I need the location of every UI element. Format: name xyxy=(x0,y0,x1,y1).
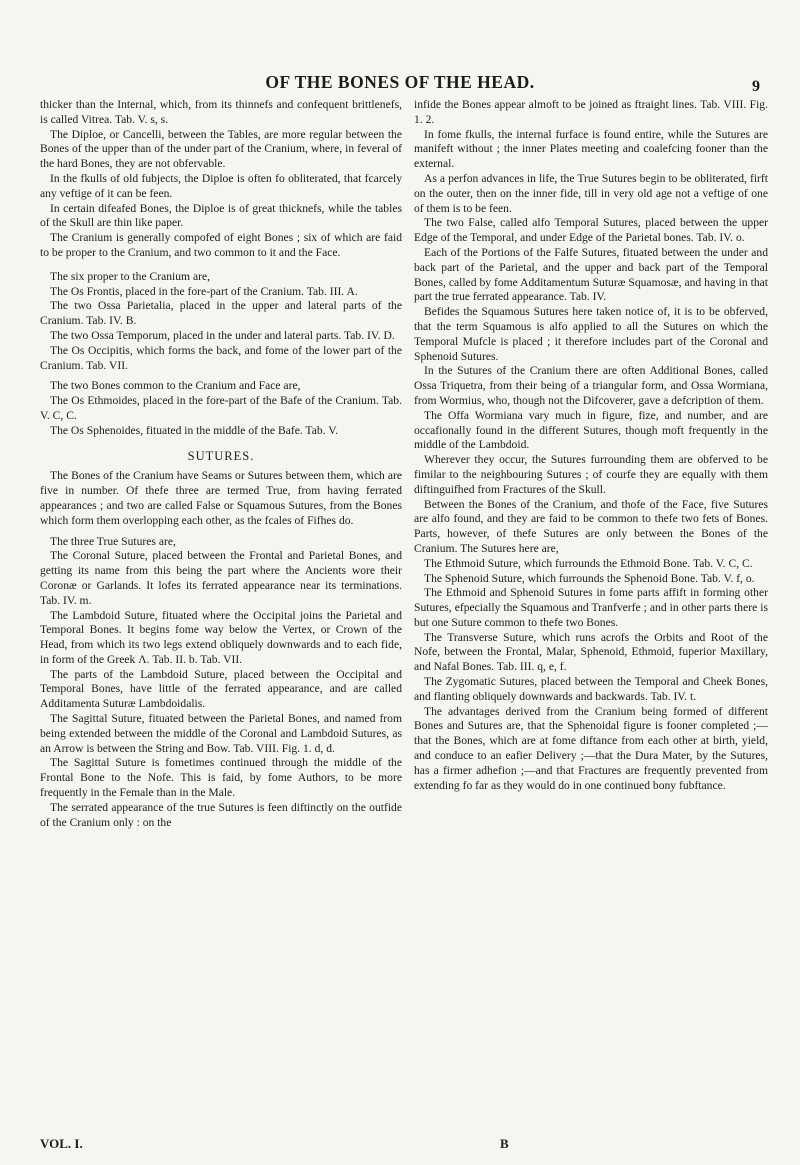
left-column xyxy=(40,98,402,830)
running-title: OF THE BONES OF THE HEAD. xyxy=(265,72,535,92)
paragraph: Befides the Squamous Sutures here taken notice of, it is to be obferved, that the term Squamous is alfo applied to all the Sutures on which the Temporal Mufcle is placed ; it therefore includes part of the Coronal and Sphenoid Sutures. xyxy=(414,305,768,363)
paragraph: In the fkulls of old fubjects, the Diploe is often fo obliterated, that fcarcely any veftige of it can be feen. xyxy=(40,171,402,200)
paragraph: The two Ossa Temporum, placed in the under and lateral parts. Tab. IV. D. xyxy=(50,328,395,342)
paragraph: The Ethmoid and Sphenoid Sutures in fome parts affift in forming other Sutures, efpecially the Squamous and Tranfverfe ; and in other parts there is but one Suture common to thefe two Bones. xyxy=(414,586,768,629)
paragraph: The parts of the Lambdoid Suture, placed between the Occipital and Temporal Bones, have little of the ferrated appearance, and are called Additamenta Suturæ Lambdoidalis. xyxy=(40,667,402,711)
paragraph: In fome fkulls, the internal furface is found entire, while the Sutures are manifeft without ; the inner Plates meeting and coalefcing fooner than the external. xyxy=(414,127,768,171)
paragraph: The six proper to the Cranium are, xyxy=(50,269,211,283)
paragraph: The Offa Wormiana vary much in figure, fize, and number, and are occafionally found in the different Sutures, though moft frequently in the middle of the Lambdoid. xyxy=(414,408,768,452)
paragraph: The three True Sutures are, xyxy=(50,534,176,548)
paragraph: The Sagittal Suture, fituated between the Parietal Bones, and named from being extended between the middle of the Coronal and Lambdoid Sutures, as an Arrow is between the String and Bow. Tab. VIII. Fig. 1. d, d. xyxy=(40,712,402,755)
paragraph: Between the Bones of the Cranium, and thofe of the Face, five Sutures are alfo found, and they are faid to be common to thefe two fets of Bones. Parts, however, of thefe Sutures are only between the Bones of the Cranium. The Sutures here are, xyxy=(414,497,768,555)
paragraph: The two Ossa Parietalia, placed in the upper and lateral parts of the Cranium. Tab. IV. B. xyxy=(40,299,402,328)
paragraph: The Sagittal Suture is fometimes continued through the middle of the Frontal Bone to the Nofe. This is faid, by fome Authors, to be more frequently in the Female than in the Male. xyxy=(40,756,402,800)
paragraph: The Os Ethmoides, placed in the fore-part of the Bafe of the Cranium. Tab. V. C, C. xyxy=(40,394,402,422)
paragraph: The Transverse Suture, which runs acrofs the Orbits and Root of the Nofe, between the Frontal, Malar, Sphenoid, Ethmoid, fuperior Maxillary, and Nafal Bones. Tab. III. q, e, f. xyxy=(414,630,768,674)
paragraph: The Os Sphenoides, fituated in the middle of the Bafe. Tab. V. xyxy=(50,423,339,437)
page-number: 9 xyxy=(752,78,760,95)
paragraph: infide the Bones appear almoft to be joined as ftraight lines. Tab. VIII. Fig. 1. 2. xyxy=(414,98,768,126)
paragraph: The Cranium is generally compofed of eight Bones ; six of which are faid to be proper to the Cranium, and two common to it and the Face. xyxy=(40,231,402,259)
paragraph: The Lambdoid Suture, fituated where the Occipital joins the Parietal and Temporal Bones. It begins fome way below the Vertex, or Crown of the Head, from which its two legs extend obliquely downwards and to each fide, in form of the Greek Λ. Tab. II. b. Tab. VII. xyxy=(40,608,402,666)
paragraph: The Sphenoid Suture, which furrounds the Sphenoid Bone. Tab. V. f, o. xyxy=(424,571,755,585)
paragraph: The Zygomatic Sutures, placed between the Temporal and Cheek Bones, and flanting obliquely downwards and backwards. Tab. IV. t. xyxy=(414,675,768,703)
paragraph: The Os Frontis, placed in the fore-part of the Cranium. Tab. III. A. xyxy=(50,284,358,298)
paragraph: Wherever they occur, the Sutures furrounding them are obferved to be fimilar to the neighbouring Sutures ; of courfe they are equally with them diftinguifhed from Fractures of the Skull. xyxy=(414,453,768,496)
paragraph: In the Sutures of the Cranium there are often Additional Bones, called Ossa Triquetra, from their being of a triangular form, and Ossa Wormiana, from Wormius, who, though not the Difcoverer, gave a defcription of them. xyxy=(414,364,768,407)
paragraph: As a perfon advances in life, the True Sutures begin to be obliterated, firft on the outer, then on the inner fide, till in very old age not a veftige of one of them is to be feen. xyxy=(414,171,768,215)
signature-mark: B xyxy=(500,1136,509,1151)
paragraph: Each of the Portions of the Falfe Sutures, fituated between the under and back part of the Parietal, and the upper and back part of the Temporal Bones, called by fome Additamentum Suturæ Squamosæ, and having in that part the true ferrated appearance. Tab. IV. xyxy=(414,245,768,304)
paragraph: The advantages derived from the Cranium being formed of different Bones and Sutures are, that the Sphenoidal figure is fooner completed ;—that the Bones, which are at fome diftance from each other at birth, yield, and conduce to an eafier Delivery ;—that the Dura Mater, by the Sutures, has a firmer adhefion ;—and that Fractures are frequently prevented from extending fo far as they would do in one continued bony fubftance. xyxy=(414,704,768,792)
paragraph: The Coronal Suture, placed between the Frontal and Parietal Bones, and getting its name from this being the part where the Ancients wore their Coronæ or Garlands. It lofes its ferrated appearance near its terminations. Tab. IV. m. xyxy=(40,549,402,607)
paragraph: The two Bones common to the Cranium and Face are, xyxy=(50,379,301,393)
volume-label: VOL. I. xyxy=(40,1136,83,1151)
paragraph: The two False, called alfo Temporal Sutures, placed between the upper Edge of the Temporal, and under Edge of the Parietal bones. Tab. IV. o. xyxy=(414,216,768,245)
paragraph: The Os Occipitis, which forms the back, and fome of the lower part of the Cranium. Tab. VII. xyxy=(40,343,402,372)
paragraph: The Ethmoid Suture, which furrounds the Ethmoid Bone. Tab. V. C, C. xyxy=(424,556,753,570)
paragraph: The Bones of the Cranium have Seams or Sutures between them, which are five in number. Of thefe three are termed True, from having ferrated appearances ; and two are called False or Squamous Sutures, from the Bones which form them overlopping each other, as the fcales of Fifhes do. xyxy=(40,469,402,527)
paragraph: In certain difeafed Bones, the Diploe is of great thicknefs, while the tables of the Skull are thin like paper. xyxy=(40,201,402,230)
paragraph: The Diploe, or Cancelli, between the Tables, are more regular between the Bones of the upper than of the under part of the Cranium, where, in feveral of the hard Bones, they are not obfervable. xyxy=(40,127,402,171)
paragraph: thicker than the Internal, which, from its thinnefs and confequent brittlenefs, is called Vitrea. Tab. V. s, s. xyxy=(40,98,402,126)
right-column xyxy=(414,98,768,793)
paragraph: The serrated appearance of the true Sutures is feen diftinctly on the outfide of the Cranium only : on the xyxy=(40,800,402,829)
section-heading-sutures: SUTURES. xyxy=(187,448,255,463)
